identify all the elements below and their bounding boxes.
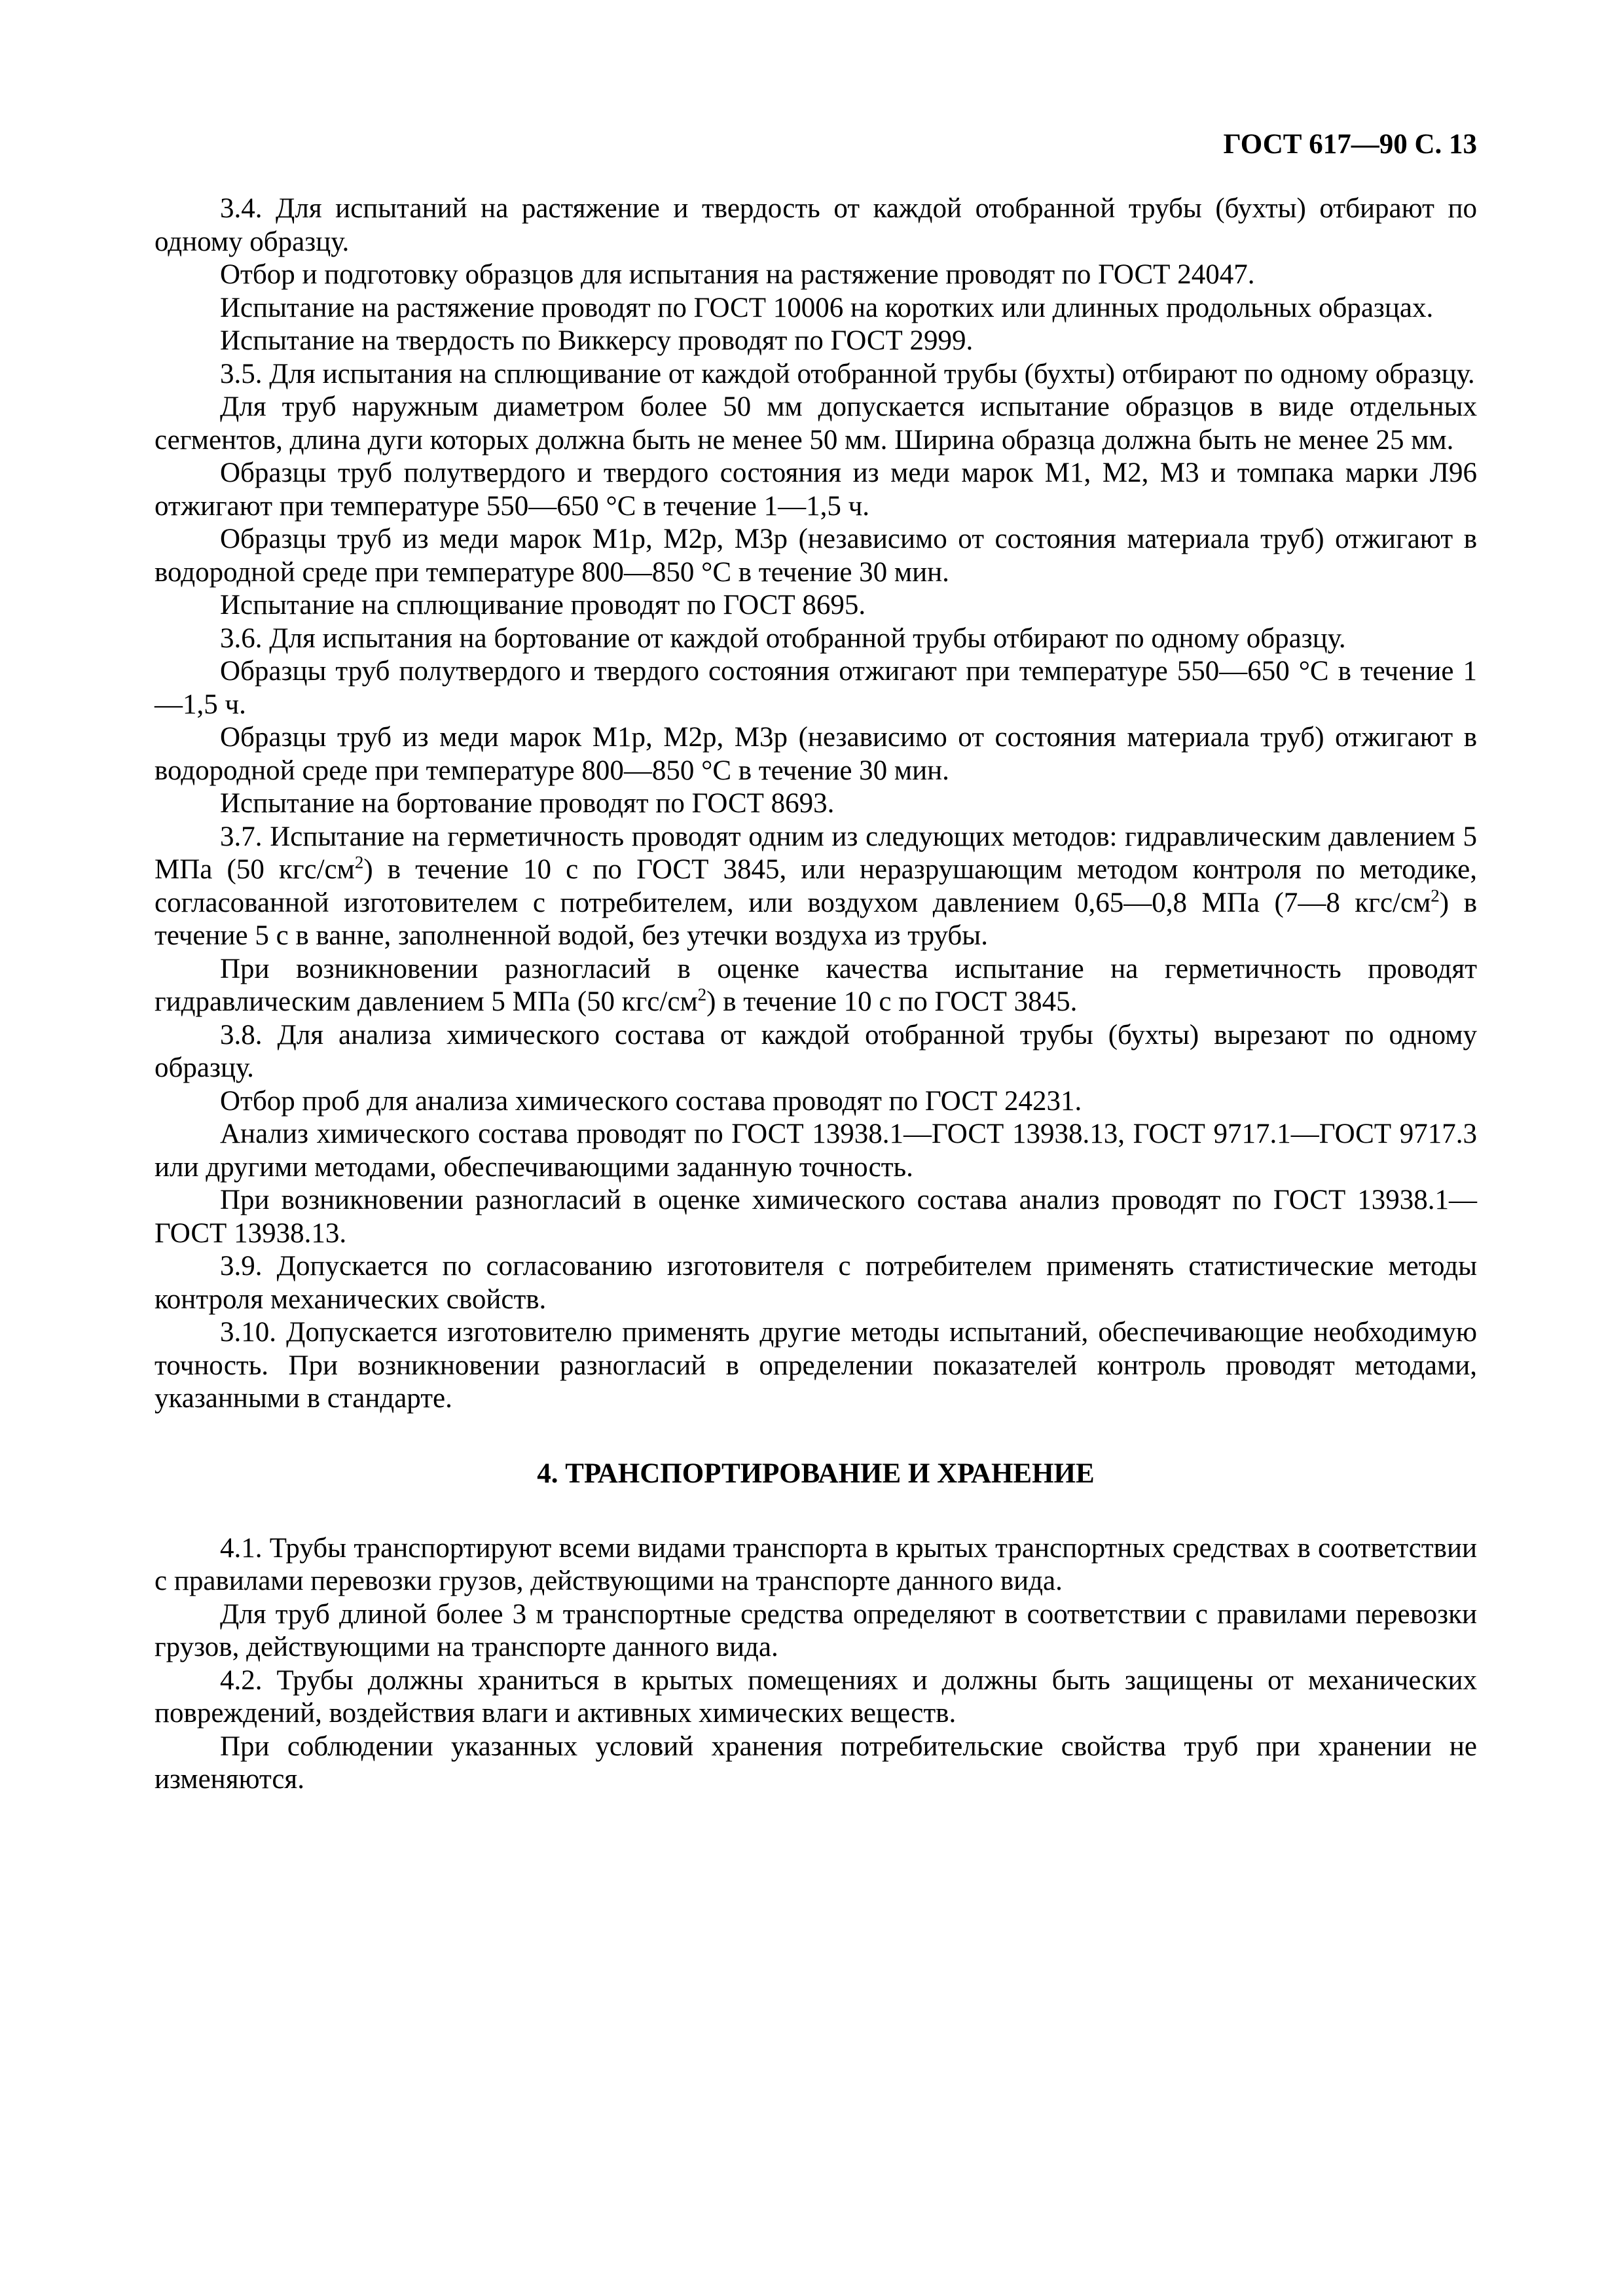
paragraph: Анализ химического состава проводят по ГОСТ 13938.1—ГОСТ 13938.13, ГОСТ 9717.1—ГОСТ 9717.3 или другими методами, обеспечивающими заданную точность. [155,1119,1477,1183]
text-segment: ) в течение 10 с по ГОСТ 3845, или неразрушающим методом контроля по методике, согласованной изготовителем с потребителем, или воздухом давлением 0,65—0,8 МПа (7—8 кгс/см [155,854,1477,918]
paragraph: Для труб длиной более 3 м транспортные средства определяют в соответствии с правилами перевозки грузов, действующими на транспорте данного вида. [155,1598,1477,1662]
paragraph-3-7-disagreement [155,953,1477,1019]
superscript: 2 [354,852,364,872]
paragraph: Испытание на бортование проводят по ГОСТ 8693. [220,788,835,819]
paragraph-3-4: 3.4. Для испытаний на растяжение и твердость от каждой отобранной трубы (бухты) отбирают по одному образцу. [155,193,1477,257]
paragraph: Отбор проб для анализа химического состава проводят по ГОСТ 24231. [220,1085,1082,1117]
paragraph-3-7 [155,821,1477,953]
paragraph: Испытание на сплющивание проводят по ГОСТ 8695. [220,590,866,620]
paragraph: Отбор и подготовку образцов для испытания на растяжение проводят по ГОСТ 24047. [220,259,1255,290]
paragraph-3-6: 3.6. Для испытания на бортование от каждой отобранной трубы отбирают по одному образцу. [220,622,1346,654]
paragraph: При соблюдении указанных условий хранения потребительские свойства труб при хранении не изменяются. [155,1731,1477,1795]
paragraph-3-8: 3.8. Для анализа химического состава от каждой отобранной трубы (бухты) вырезают по одному образцу. [155,1019,1477,1083]
paragraph: Для труб наружным диаметром более 50 мм допускается испытание образцов в виде отдельных сегментов, длина дуги которых должна быть не менее 50 мм. Ширина образца должна быть не менее 25 мм. [155,391,1477,456]
document-page [155,128,1477,2223]
paragraph-4-1: 4.1. Трубы транспортируют всеми видами транспорта в крытых транспортных средствах в соответствии с правилами перевозки грузов, действующими на транспорте данного вида. [155,1532,1477,1596]
text-segment: При возникновении разногласий в оценке качества испытание на герметичность проводят гидравлическим давлением 5 МПа (50 кгс/см [155,953,1477,1017]
superscript: 2 [1431,886,1440,906]
paragraph: Образцы труб из меди марок М1р, М2р, М3р (независимо от состояния материала труб) отжигают в водородной среде при температуре 800—850 °С в течение 30 мин. [155,722,1477,786]
text-segment: ) в течение 5 с в ванне, заполненной водой, без утечки воздуха из трубы. [155,887,1477,951]
paragraph: Образцы труб полутвердого и твердого состояния отжигают при температуре 550—650 °С в течение 1—1,5 ч. [155,656,1477,720]
paragraph-3-10: 3.10. Допускается изготовителю применять другие методы испытаний, обеспечивающие необходимую точность. При возникновении разногласий в определении показателей контроль проводят методами, указанными в стандарте. [155,1317,1477,1414]
paragraph: Испытание на твердость по Виккерсу проводят по ГОСТ 2999. [220,325,974,356]
paragraph: Образцы труб полутвердого и твердого состояния из меди марок М1, М2, М3 и томпака марки Л96 отжигают при температуре 550—650 °С в течение 1—1,5 ч. [155,457,1477,522]
paragraph: Образцы труб из меди марок М1р, М2р, М3р (независимо от состояния материала труб) отжигают в водородной среде при температуре 800—850 °С в течение 30 мин. [155,524,1477,588]
running-header: ГОСТ 617—90 С. 13 [1223,129,1477,160]
paragraph: При возникновении разногласий в оценке химического состава анализ проводят по ГОСТ 13938.1—ГОСТ 13938.13. [155,1185,1477,1249]
paragraph-3-9: 3.9. Допускается по согласованию изготовителя с потребителем применять статистические методы контроля механических свойств. [155,1251,1477,1315]
superscript: 2 [697,984,707,1005]
paragraph-3-5: 3.5. Для испытания на сплющивание от каждой отобранной трубы (бухты) отбирают по одному образцу. [220,358,1475,389]
paragraph: Испытание на растяжение проводят по ГОСТ 10006 на коротких или длинных продольных образцах. [220,292,1434,323]
section-heading: 4. ТРАНСПОРТИРОВАНИЕ И ХРАНЕНИЕ [537,1458,1095,1489]
text-segment: ) в течение 10 с по ГОСТ 3845. [706,986,1078,1017]
text-segment: 3.7. Испытание на герметичность проводят одним из следующих методов: гидравлическим давлением 5 МПа (50 кгс/см [155,821,1477,885]
paragraph-4-2: 4.2. Трубы должны храниться в крытых помещениях и должны быть защищены от механических повреждений, воздействия влаги и активных химических веществ. [155,1664,1477,1729]
